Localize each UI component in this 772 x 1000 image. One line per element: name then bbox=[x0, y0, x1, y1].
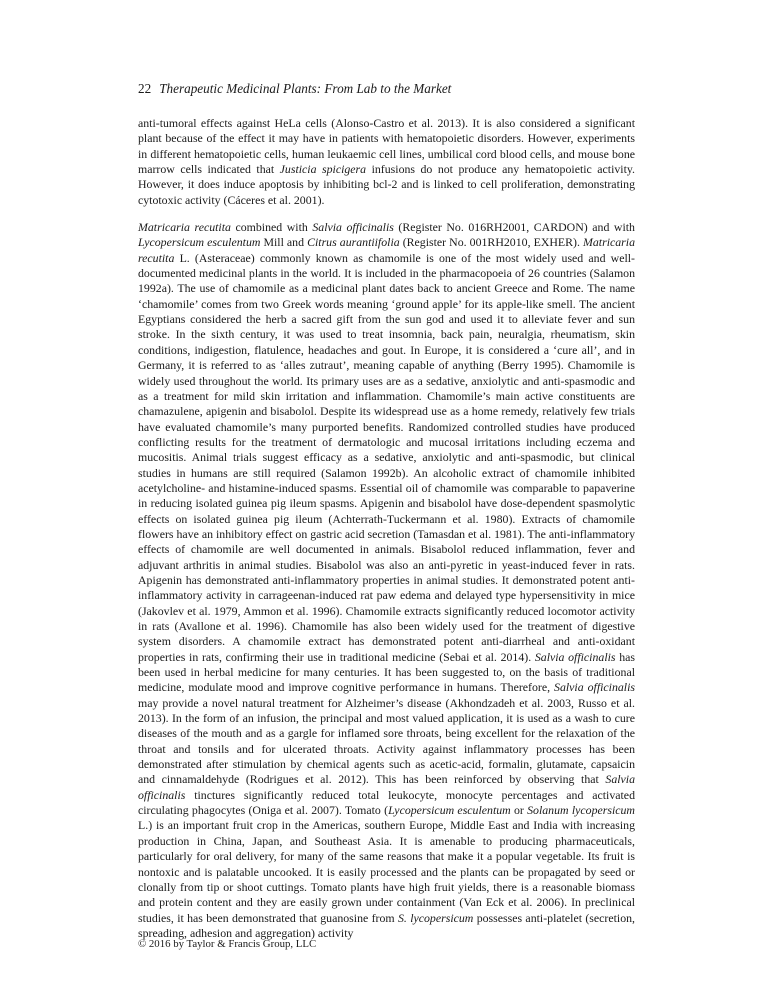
text-run: or bbox=[510, 803, 528, 818]
italic-text-run: Matricaria recutita bbox=[138, 220, 231, 235]
text-run: (Register No. 016RH2001, CARDON) and with bbox=[393, 220, 635, 235]
text-run: (Register No. 001RH2010, EXHER). bbox=[399, 235, 584, 250]
text-run: L.) is an important fruit crop in the Americas, southern Europe, Middle East and India with increasing production in China, Japan, and Southeast Asia. It is amenable to producing pharmaceuticals, particularly for oral delivery, for many of the same reasons that make it a popular vegetable. Its fruit is nontoxic and is palatable uncooked. It is easily processed and the plants can be propagated by seed or clonally from tip or shoot cuttings. Tomato plants have high fruit yields, there is a reasonable biomass and protein content and they are easily grown under containment (Van Eck et al. 2006). In preclinical studies, it has been demonstrated that guanosine from bbox=[138, 818, 635, 925]
text-run: infusions do not produce any hematopoietic activity. However, it does induce apoptosis by inhibiting bcl-2 and is linked to cell proliferation, demonstrating cytotoxic activity (Cáceres et al. 2001). bbox=[138, 162, 635, 207]
text-run: combined with bbox=[230, 220, 313, 235]
paragraph bbox=[138, 116, 635, 208]
italic-text-run: Citrus aurantiifolia bbox=[307, 235, 400, 250]
body-text bbox=[138, 116, 635, 941]
italic-text-run: Salvia officinalis bbox=[138, 772, 635, 802]
page-number: 22 bbox=[138, 81, 152, 96]
text-run: tinctures significantly reduced total leukocyte, monocyte percentages and activated circulating phagocytes (Oniga et al. 2007). Tomato ( bbox=[138, 787, 635, 818]
italic-text-run: Salvia officinalis bbox=[554, 680, 635, 695]
italic-text-run: Solanum lycopersicum bbox=[527, 803, 635, 818]
italic-text-run: S. lycopersicum bbox=[397, 910, 474, 925]
text-run: has been used in herbal medicine for many centuries. It has been suggested to, on the basis of traditional medicine, modulate mood and improve cognitive performance in humans. Therefore, bbox=[138, 649, 635, 695]
text-run: L. (Asteraceae) commonly known as chamomile is one of the most widely used and well-documented medicinal plants in the world. It is included in the pharmacopoeia of 26 countries (Salamon 1992a). The use of chamomile as a medicinal plant dates back to ancient Greece and Rome. The name ‘chamomile’ comes from two Greek words meaning ‘ground apple’ for its apple-like smell. The ancient Egyptians considered the herb a sacred gift from the sun god and used it to alleviate fever and sun stroke. In the sixth century, it was used to treat insomnia, back pain, neuralgia, rheumatism, skin conditions, indigestion, flatulence, headaches and gout. In Europe, it is considered a ‘cure all’, and in Germany, it is referred to as ‘alles zutraut’, meaning capable of anything (Berry 1995). Chamomile is widely used throughout the world. Its primary uses are as a sedative, anxiolytic and anti-spasmodic and as a treatment for mild skin irritation and inflammation. Chamomile’s main active constituents are chamazulene, apigenin and bisabolol. Despite its widespread use as a home remedy, relatively few trials have evaluated chamomile’s many purported benefits. Randomized controlled studies have produced conflicting results for the treatment of dermatologic and mucosal irritations including eczema and mucositis. Animal trials suggest efficacy as a sedative, anxiolytic and anti-spasmodic, but clinical studies in humans are still required (Salamon 1992b). An alcoholic extract of chamomile inhibited acetylcholine- and histamine-induced spasms. Essential oil of chamomile was comparable to papaverine in reducing isolated guinea pig ileum spasms. Apigenin and bisabolol have dose-dependent spasmolytic effects on isolated guinea pig ileum (Achterrath-Tuckermann et al. 1980). Extracts of chamomile flowers have an inhibitory effect on gastric acid secretion (Tamasdan et al. 1981). The anti-inflammatory effects of chamomile are well documented in animals. Bisabolol reduced inflammation, fever and adjuvant arthritis in animal studies. Bisabolol was also an anti-pyretic in yeast-induced fever in rats. Apigenin has demonstrated anti-inflammatory properties in animal studies. It demonstrated potent anti-inflammatory activity in carrageenan-induced rat paw edema and delayed type hypersensitivity in mice (Jakovlev et al. 1979, Ammon et al. 1996). Chamomile extracts significantly reduced locomotor activity in rats (Avallone et al. 1996). Chamomile has also been widely used for the treatment of digestive system disorders. A chamomile extract has demonstrated potent anti-diarrheal and anti-oxidant properties in rats, confirming their use in traditional medicine (Sebai et al. 2014). bbox=[138, 250, 635, 664]
copyright-footer: © 2016 by Taylor & Francis Group, LLC bbox=[138, 938, 317, 950]
italic-text-run: Justicia spicigera bbox=[279, 162, 367, 177]
running-head bbox=[138, 80, 451, 98]
italic-text-run: Salvia officinalis bbox=[534, 649, 616, 664]
text-run: Mill and bbox=[260, 235, 308, 250]
text-run: anti-tumoral effects against HeLa cells (Alonso-Castro et al. 2013). It is also considered a significant plant because of the effect it may have in patients with hematopoietic disorders. However, experiments in different hematopoietic cells, human leukaemic cell lines, umbilical cord blood cells, and mouse bone marrow cells indicated that bbox=[138, 116, 635, 177]
book-title: Therapeutic Medicinal Plants: From Lab to the Market bbox=[159, 81, 452, 96]
italic-text-run: Lycopersicum esculentum bbox=[388, 803, 511, 818]
paragraph bbox=[138, 220, 635, 941]
italic-text-run: Salvia officinalis bbox=[312, 220, 394, 235]
italic-text-run: Matricaria recutita bbox=[138, 235, 635, 265]
italic-text-run: Lycopersicum esculentum bbox=[138, 235, 261, 250]
text-run: may provide a novel natural treatment for Alzheimer’s disease (Akhondzadeh et al. 2003, Russo et al. 2013). In the form of an infusion, the principal and most valued application, it is used as a wash to cure diseases of the mouth and as a gargle for inflamed sore throats, being excellent for the relaxation of the throat and tonsils and for ulcerated throats. Activity against inflammatory processes has been demonstrated after stimulation by chemical agents such as acetic-acid, formalin, glutamate, capsaicin and cinnamaldehyde (Rodrigues et al. 2012). This has been reinforced by observing that bbox=[138, 695, 635, 787]
text-run: possesses anti-platelet (secretion, spreading, adhesion and aggregation) activity bbox=[138, 910, 635, 940]
